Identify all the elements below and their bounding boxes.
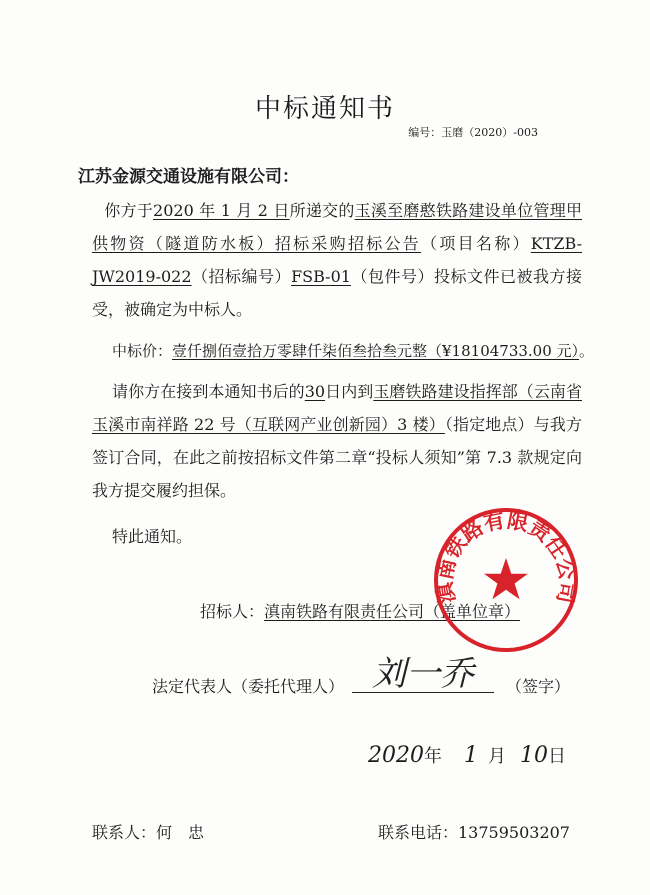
tenderer-label: 招标人：: [200, 602, 265, 621]
tenderer-name: 滇南铁路有限责任公司（盖单位章）: [264, 602, 521, 621]
date-month: 1: [464, 743, 478, 768]
para1-text-1: 你方于: [104, 201, 154, 220]
signature-line: [352, 692, 494, 693]
company-seal: [432, 506, 580, 654]
legal-rep-label: 法定代表人（委托代理人）: [152, 677, 345, 696]
bid-number: KTZB-JW2019-022: [92, 234, 582, 286]
date-year-unit: 年: [424, 746, 442, 767]
date-year: 2020: [368, 743, 424, 768]
contact-phone: 联系电话：13759503207: [378, 823, 570, 842]
seal-star: [484, 558, 528, 599]
sign-label: （签字）: [506, 677, 571, 696]
date-day-unit: 日: [548, 746, 566, 767]
document-number: 编号：玉磨（2020）-003: [408, 126, 538, 139]
project-name: 玉溪至磨憨铁路建设单位管理甲供物资（隧道防水板）招标采购招标公告: [92, 201, 582, 253]
para1-text-5: （包件号）投标文件已被我方接受，被确定为中标人。: [92, 267, 582, 319]
recipient: 江苏金源交通设施有限公司：: [78, 167, 299, 187]
date-day: 10: [520, 743, 548, 768]
package-number: FSB-01: [291, 267, 351, 286]
para2-text-3: （指定地点）与我方签订合同，在此之前按招标文件第二章“投标人须知”第 7.3 款规定向我方提交履约担保。: [92, 415, 582, 500]
para2-text-2: 日内到: [325, 382, 374, 401]
para1-text-3: （项目名称）: [421, 234, 531, 253]
contract-paragraph: [92, 375, 582, 507]
seal-text: 滇南铁路有限责任公司: [432, 508, 580, 606]
days-count: 30: [304, 382, 326, 401]
contract-place: 玉磨铁路建设指挥部（云南省玉溪市南祥路 22 号（互联网产业创新园）3 楼）: [92, 382, 582, 434]
closing-notice: 特此通知。: [112, 527, 193, 546]
price-amount: 壹仟捌佰壹拾万零肆仟柒佰叁拾叁元整（¥18104733.00 元）: [172, 342, 580, 360]
price-end: 。: [579, 342, 595, 360]
page-title: 中标通知书: [254, 94, 395, 124]
contact-person: 联系人：何 忠: [92, 823, 205, 842]
award-price: [112, 340, 594, 361]
para1-text-4: （招标编号）: [191, 267, 292, 286]
para2-text-1: 请你方在接到本通知书后的: [112, 382, 305, 401]
price-label: 中标价：: [112, 342, 173, 360]
para1-text-2: 所递交的: [289, 201, 355, 220]
award-paragraph: [92, 194, 582, 326]
date-month-unit: 月: [488, 746, 506, 767]
issue-date: [368, 742, 566, 768]
signature: 刘一乔: [372, 654, 474, 694]
submission-date: 2020 年 1 月 2 日: [153, 201, 290, 220]
